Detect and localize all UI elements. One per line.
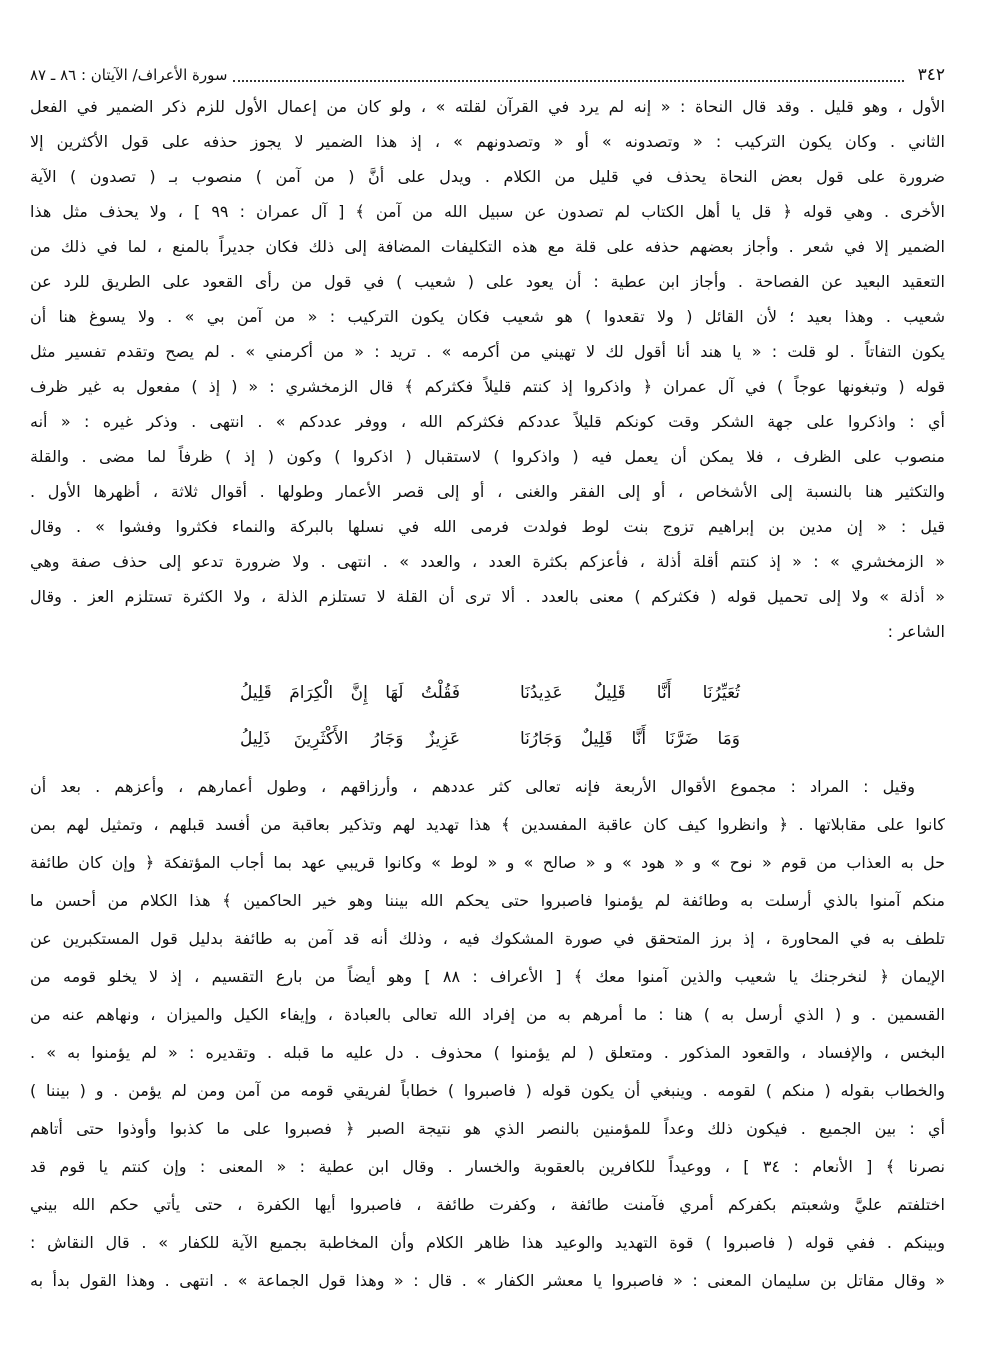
page-number: ٣٤٢ <box>917 65 945 85</box>
text-line: الأول ، وهو قليل . وقد قال النحاة : « إنه لم يرد في القرآن لقلته » ، ولو كان من إعمال الأول للزم ذكر الضمير في الفعل <box>30 97 945 116</box>
text-line: وقيل : المراد : مجموع الأقوال الأربعة فإنه تعالى كثر عددهم ، وأرزاقهم ، وطول أعمارهم ، وأعزهم . بعد أن <box>30 777 915 796</box>
text-line: حل به العذاب من قوم « نوح » و « هود » و « صالح » و « لوط » وكانوا قريبي عهد بما أجاب المؤتفكة ﴿ وإن كان طائفة <box>30 853 945 872</box>
text-line: التعقيد البعيد عن الفصاحة . وأجاز ابن عطية : أن يعود على ( شعيب ) في قول من رأى القعود على الطريق للرد عن <box>30 272 945 291</box>
text-line: منصوب على الظرف ، فلا يمكن أن يعمل فيه ( واذكروا ) لاستقبال ( اذكروا ) وكون ( إذ ) ظرفاً لما مضى . والقلة <box>30 447 945 466</box>
commentary-section-2 <box>30 772 945 1304</box>
text-line: منكم آمنوا بالذي أرسلت به وطائفة لم يؤمنوا فاصبروا حتى يحكم الله بيننا وهو خير الحاكمين ﴾ هذا الكلام من أحسن ما <box>30 891 945 910</box>
text-line: وبينكم . ففي قوله ( فاصبروا ) قوة التهديد والوعيد هذا ظاهر الكلام وأن المخاطبة بجميع الآية للكفار » . قال النقاش : <box>30 1233 945 1252</box>
commentary-section-1 <box>30 93 945 653</box>
text-line: كانوا على مقابلاتها . ﴿ وانظروا كيف كان عاقبة المفسدين ﴾ هذا تهديد لهم وتذكير بعاقبة من أفسد قبلهم ، وتمثيل لهم بمن <box>30 815 945 834</box>
text-line: نصرنا ﴾ [ الأنعام : ٣٤ ] ، ووعيداً للكافرين بالعقوبة والخسار . وقال ابن عطية : « المعنى : وإن كنتم يا قوم قد <box>30 1157 945 1176</box>
header-dot-leader <box>233 68 903 82</box>
text-line: الضمير إلا في شعر . وأجاز بعضهم حذفه على قلة مع هذه التكليفات المضافة إلى ذلك فكان جديراً بالمنع ، لما في ذلك من <box>30 237 945 256</box>
text-line: « الزمخشري » : « إذ كنتم أقلة أذلة ، فأعزكم بكثرة العدد ، والعدد » . انتهى . ولا ضرورة تدعو إلى حذف صفة وهي <box>30 552 945 571</box>
text-line: أي : بين الجميع . فيكون ذلك وعداً للمؤمنين بالنصر الذي هو نتيجة الصبر ﴿ فصبروا على ما كذبوا وأوذوا حتى أتاهم <box>30 1119 945 1138</box>
running-header <box>30 62 945 88</box>
running-title: سورة الأعراف/ الآيتان : ٨٦ ـ ٨٧ <box>30 66 228 84</box>
text-line: « وقال مقاتل بن سليمان المعنى : « فاصبروا يا معشر الكفار » . قال : « وهذا قول الجماعة » . انتهى . وهذا القول بدأ به <box>30 1271 945 1290</box>
text-line: تلطف به في المحاورة ، إذ برز المتحقق في صورة المشكوك فيه ، وذلك أنه قد آمن به طائفة بدليل قول المستكبرين عن <box>30 929 945 948</box>
text-line: اختلفتم عليَّ وشعبتم بكفركم أمري فآمنت طائفة ، وكفرت طائفة ، فاصبروا أيها الكفرة ، حتى يأتي حكم الله بيني <box>30 1195 945 1214</box>
poem <box>240 676 740 768</box>
verse-second-hemistich: فَقُلْتُ لَهَا إِنَّ الْكِرَامَ قَلِيلُ <box>240 683 460 703</box>
poem-verse <box>240 676 740 722</box>
text-line: ضرورة على قول بعض النحاة يحذف في قليل من الكلام . ويدل على أنَّ ( من آمن ) منصوب بـ ( تصدون ) الآية <box>30 167 945 186</box>
verse-first-hemistich: وَمَا ضَرَّنَا أَنَّا قَلِيلٌ وَجَارُنَا <box>520 729 740 749</box>
text-line: قوله ( وتبغونها عوجاً ) في آل عمران ﴿ واذكروا إذ كنتم قليلاً فكثركم ﴾ قال الزمخشري : « ( إذ ) مفعول به غير ظرف <box>30 377 945 396</box>
verse-first-hemistich: تُعَيِّرُنَا أَنَّا قَلِيلٌ عَدِيدُنَا <box>520 683 740 703</box>
text-line: قيل : « إن مدين بن إبراهيم تزوج بنت لوط فولدت فرمى الله في نسلها بالبركة والنماء فكثروا وفشوا » . وقال <box>30 517 945 536</box>
text-line: الشاعر : <box>887 622 945 641</box>
text-line: الأخرى . وهي قوله ﴿ قل يا أهل الكتاب لم تصدون عن سبيل الله من آمن ﴾ [ آل عمران : ٩٩ ] ، ولا يحذف مثل هذا <box>30 202 945 221</box>
text-line: يكون التفاتاً . لو قلت : « يا هند أنا أقول لك لا تهيني من أكرمه » . تريد : « من أكرمني » . لم يصح وتقدم تفسير مثل <box>30 342 945 361</box>
verse-second-hemistich: عَزِيزٌ وَجَارُ الأَكْثَرِينَ ذَلِيلُ <box>240 729 460 749</box>
text-line: البخس ، والإفساد ، والقعود المذكور . ومتعلق ( لم يؤمنوا ) محذوف . دل عليه ما قبله . وتقديره : « لم يؤمنوا به » . <box>30 1043 945 1062</box>
text-line: والخطاب بقوله ( منكم ) لقومه . وينبغي أن يكون قوله ( فاصبروا ) خطاباً لفريقي قومه من آمن ومن لم يؤمن . و ( بيننا ) <box>30 1081 945 1100</box>
text-line: شعيب . وهذا بعيد ؛ لأن القائل ( ولا تقعدوا ) هو شعيب فكان يكون التركيب : « من آمن بي » . ولا يسوغ هنا أن <box>30 307 945 326</box>
text-line: أي : واذكروا على جهة الشكر وقت كونكم قليلاً عددكم فكثركم الله ، ووفر عددكم » . انتهى . وذكر غيره : « أنه <box>30 412 945 431</box>
text-line: القسمين . و ( الذي أرسل به ) هنا : ما أمرهم به من إفراد الله تعالى بالعبادة ، وإيفاء الكيل والميزان ، ونهاهم عنه من <box>30 1005 945 1024</box>
text-line: « أذلة » ولا إلى تحميل قوله ( فكثركم ) معنى بالعدد . ألا ترى أن القلة لا تستلزم الذلة ، ولا الكثرة تستلزم العز . وقال <box>30 587 945 606</box>
poem-verse <box>240 722 740 768</box>
text-line: الثاني . وكان يكون التركيب : « وتصدونه » أو « وتصدونهم » ، إذ هذا الضمير لا يجوز حذفه على قول الأكثرين إلا <box>30 132 945 151</box>
text-line: والتكثير هنا بالنسبة إلى الأشخاص ، أو إلى الفقر والغنى ، أو إلى قصر الأعمار وطولها . أقوال ثلاثة ، أظهرها الأول . <box>30 482 945 501</box>
text-line: الإيمان ﴿ لنخرجنك يا شعيب والذين آمنوا معك ﴾ [ الأعراف : ٨٨ ] وهو أيضاً من بارع التقسيم ، إذ لا يخلو قومه من <box>30 967 945 986</box>
